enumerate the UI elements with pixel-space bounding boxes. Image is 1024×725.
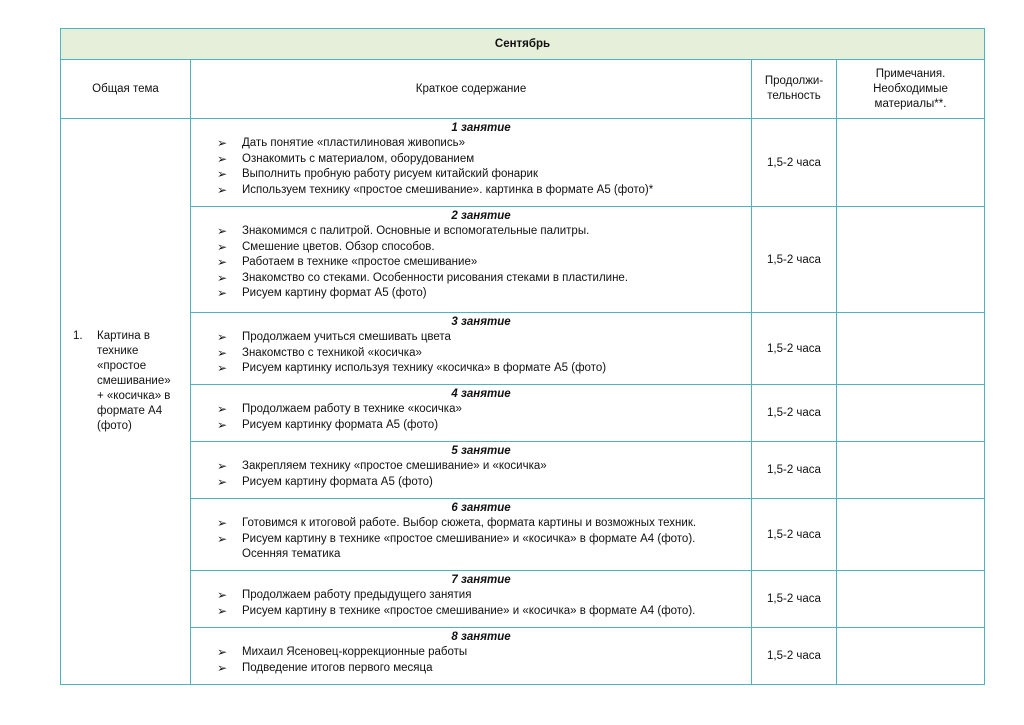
lesson-notes [837,385,985,442]
lesson-row [61,571,985,628]
title-row [61,29,985,60]
lesson-items [217,459,745,490]
arrow-bullet-icon: ➢ [217,402,228,416]
lesson-title: 3 занятие [451,316,511,328]
lesson-duration: 1,5-2 часа [752,499,837,571]
lesson-duration: 1,5-2 часа [752,207,837,313]
lesson-item-text: Готовимся к итоговой работе. Выбор сюжета, формата картины и возможных техник. [242,517,697,529]
lesson-item-text: Рисуем картину формата А5 (фото) [242,475,433,488]
lesson-row [61,385,985,442]
lesson-item-text: Знакомство со стеками. Особенности рисования стеками в пластилине. [242,271,629,284]
lesson-duration: 1,5-2 часа [752,442,837,499]
lesson-item-text: Выполнить пробную работу рисуем китайский фонарик [242,168,539,180]
arrow-bullet-icon: ➢ [217,345,228,360]
arrow-bullet-icon: ➢ [217,588,228,602]
lesson-duration: 1,5-2 часа [752,571,837,628]
arrow-bullet-icon: ➢ [217,603,228,618]
lesson-items [217,588,745,619]
lesson-title: 1 занятие [451,122,511,134]
lesson-item-text: Знакомство с техникой «косичка» [242,346,422,359]
lesson-notes [837,207,985,313]
lesson-item [217,286,745,302]
lesson-item-text: Работаем в технике «простое смешивание» [242,256,478,268]
lesson-item [217,604,745,620]
arrow-bullet-icon: ➢ [217,660,228,675]
lesson-item [217,588,745,604]
lesson-content [191,207,752,313]
header-row [61,60,985,119]
arrow-bullet-icon: ➢ [217,531,228,546]
lesson-notes [837,442,985,499]
lesson-item [217,240,745,256]
lesson-item-text: Смешение цветов. Обзор способов. [242,240,435,253]
arrow-bullet-icon: ➢ [217,151,228,166]
lesson-notes [837,571,985,628]
lesson-content [191,571,752,628]
lesson-item-text: Подведение итогов первого месяца [242,661,433,674]
lesson-row [61,207,985,313]
lesson-duration: 1,5-2 часа [752,385,837,442]
lesson-item [217,402,745,418]
month-title: Сентябрь [61,29,985,60]
lesson-item [217,459,745,475]
lesson-item [217,418,745,434]
lesson-item-text: Используем технику «простое смешивание». картинка в формате А5 (фото)* [242,183,654,196]
lesson-duration: 1,5-2 часа [752,313,837,385]
lesson-item [217,255,745,271]
lesson-item [217,330,745,346]
lesson-item-text: Продолжаем работу предыдущего занятия [242,589,472,601]
lesson-title: 7 занятие [451,574,511,586]
lesson-title: 6 занятие [451,502,511,514]
lesson-items [217,136,745,198]
lesson-items [217,330,745,377]
arrow-bullet-icon: ➢ [217,516,228,530]
lesson-notes [837,499,985,571]
lesson-item [217,532,745,563]
lesson-content [191,385,752,442]
header-notes: Примечания. Необходимые материалы**. [837,60,985,119]
lesson-item [217,475,745,491]
lesson-item-text: Продолжаем работу в технике «косичка» [242,403,462,415]
lesson-item [217,361,745,377]
arrow-bullet-icon: ➢ [217,645,228,659]
arrow-bullet-icon: ➢ [217,167,228,181]
lesson-row [61,628,985,685]
arrow-bullet-icon: ➢ [217,136,228,150]
lesson-item-text: Рисуем картину в технике «простое смешивание» и «косичка» в формате А4 (фото). [242,604,696,617]
lesson-items [217,516,745,563]
arrow-bullet-icon: ➢ [217,361,228,375]
lesson-notes [837,119,985,207]
topic-text: Картина в технике «простое смешивание» + «косичка» в формате А4 (фото) [97,330,171,432]
lesson-duration: 1,5-2 часа [752,628,837,685]
lesson-item [217,346,745,362]
schedule-table [60,28,985,685]
lesson-item-text: Знакомимся с палитрой. Основные и вспомогательные палитры. [242,225,590,237]
lesson-items [217,645,745,676]
arrow-bullet-icon: ➢ [217,224,228,238]
lesson-item-text: Рисуем картинку формата А5 (фото) [242,418,439,431]
lesson-item-text: Закрепляем технику «простое смешивание» и «косичка» [242,460,547,472]
header-topic: Общая тема [61,60,191,119]
header-content: Краткое содержание [191,60,752,119]
lesson-item [217,645,745,661]
lesson-item-text: Дать понятие «пластилиновая живопись» [242,137,465,149]
lesson-title: 5 занятие [451,445,511,457]
lesson-item-text: Рисуем картину в технике «простое смешивание» и «косичка» в формате А4 (фото). Осенняя тематика [242,532,696,560]
topic-number: 1. [73,330,83,342]
arrow-bullet-icon: ➢ [217,286,228,300]
lesson-row [61,442,985,499]
lesson-content [191,499,752,571]
lesson-items [217,402,745,433]
lesson-content [191,628,752,685]
header-duration: Продолжи- тельность [752,60,837,119]
schedule-body [61,29,985,685]
arrow-bullet-icon: ➢ [217,459,228,473]
lesson-notes [837,313,985,385]
lesson-content [191,313,752,385]
lesson-content [191,442,752,499]
lesson-item [217,516,745,532]
lesson-item [217,224,745,240]
arrow-bullet-icon: ➢ [217,417,228,432]
lesson-item [217,152,745,168]
lesson-title: 8 занятие [451,631,511,643]
lesson-row [61,499,985,571]
lesson-item [217,136,745,152]
lesson-item-text: Рисуем картинку используя технику «косичка» в формате А5 (фото) [242,362,607,374]
lesson-item [217,271,745,287]
lesson-item-text: Ознакомить с материалом, оборудованием [242,152,475,165]
lesson-item-text: Рисуем картину формат А5 (фото) [242,287,427,299]
arrow-bullet-icon: ➢ [217,270,228,285]
lesson-item [217,167,745,183]
topic [73,329,186,434]
lesson-item [217,183,745,199]
arrow-bullet-icon: ➢ [217,474,228,489]
lesson-row [61,313,985,385]
lesson-content [191,119,752,207]
lesson-title: 2 занятие [451,210,511,222]
lesson-row [61,119,985,207]
lesson-item-text: Михаил Ясеновец-коррекционные работы [242,646,468,658]
lesson-item [217,661,745,677]
lesson-item-text: Продолжаем учиться смешивать цвета [242,331,451,343]
lesson-title: 4 занятие [451,388,511,400]
arrow-bullet-icon: ➢ [217,239,228,254]
lesson-items [217,224,745,302]
arrow-bullet-icon: ➢ [217,255,228,269]
arrow-bullet-icon: ➢ [217,330,228,344]
lesson-notes [837,628,985,685]
topic-cell [61,119,191,685]
lesson-duration: 1,5-2 часа [752,119,837,207]
arrow-bullet-icon: ➢ [217,182,228,197]
